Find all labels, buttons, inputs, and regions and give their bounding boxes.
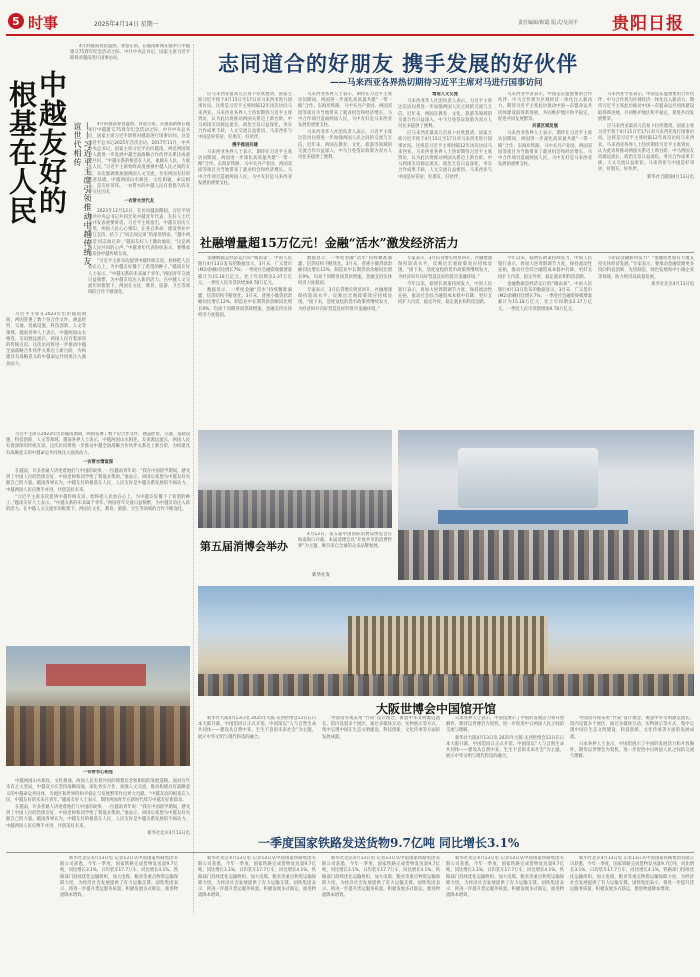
expo-photo-credit: 新华社发 [312,573,330,578]
osaka-col4: 中国馆外观采用“竹简”设计理念，寓意中华文明源远流长。馆内设置多个展区，通过多媒体互动、实物展示等方式，集中呈现中国在生态文明建设、科技创新、文化传承等方面的发展成就。 日本各界人士表示，中国馆展示了中国的发展活力和开放胸怀，期待以世博会为契机，进一步促进中日两国人民之间的交流与理解。 [570,716,694,760]
railway-col4: 新华社北京4月13日电 记者13日从中国国家铁路集团有限公司获悉，今年一季度，国家铁路完成货物发送量9.7亿吨，同比增长3.1%，日均装车17.7万车，同比增长4.1%。铁路部门持续优化运输组织，加大电煤、粮食等重点物资运输保障力度，为经济社会发展提供了有力运输支撑。国铁集团表示，将进一步提升货运服务质量，积极发展多式联运，推进物流降本增效。 [446,856,564,899]
page-number-badge [8,13,24,29]
malaysia-col5: 马来西亚学者表示，中国是东盟重要的合作伙伴，中马合作将为区域经济一体化注入新动力。期待习近平主席此访推动中国—东盟命运共同体建设取得新进展，共同维护地区和平稳定，促进共同发展繁荣。 应马来西亚最高元首易卜拉欣邀请，国家主席习近平将于4月15日至17日对马来西亚进行国事访问。这将是习近平主席时隔12年再次访问马来西亚。马来西亚各界人士热切期待习近平主席到访，认为此访将推动两国关系迈上新台阶。中马两国友谊源远流长，政治互信日益深化，务实合作成果丰硕，人文交流日益密切。马来西亚与中国是好邻居、好朋友、好伙伴。 新华社吉隆坡4月13日电 [598,92,694,180]
malaysia-col4: 马来西亚学者表示，中国是东盟重要的合作伙伴，中马合作将为区域经济一体化注入新动力。期待习近平主席此访推动中国—东盟命运共同体建设取得新进展，共同维护地区和平稳定，促进共同发展繁荣。 共谋区域发展 马来西亚各界人士表示，期待在习近平主席访问期间，两国进一步深化高质量共建“一带一路”合作。东海岸铁路、马中关丹产业园、两国双园等项目为当地带来了就业机会和经济增长。马中合作项目造福两国人民，马中友好是马来西亚发展的重要支柱。 [498,92,592,168]
finance-col4: 今年以来，稳增长政策持续发力，中国人民银行表示，将加大逆周期调节力度，保持流动性充裕，推动社会综合融资成本稳中有降，更好支持扩大内需、稳定外贸、稳定就业和科技创新。 金融数据是经济运行的“晴雨表”。中国人民银行4月13日发布的数据显示，3月末，广义货币(M2)余额同比增长7%；一季度社会融资规模增量累计为15.18万亿元，比上年同期多2.37万亿元。一季度人民币贷款增加9.78万亿元。 [498,256,592,312]
feature-col1: 4月的越南春意盎然。春意正浓，在越南新闻在越举行中越建交75周年纪念活动之际，中共中央总书记、国家主席习近平即将对越南进行国事访问，这是习近平总书记2025年首次出访。2017年11月，中共中央总书记、国家主席习近平访问越南，两党两国领导人就进一步发展中越全面战略合作伙伴关系达成重要共识。“中越关系的根基在人民，血脉在人民，力量在人民。”习近平主席始终高度重视中越人民之间的友谊，多次强调要加强两国人文交流，夯实两国友好的民意基础。中越两国山水相连，文化相通，命运相关，是友好邻邦。一衣带水的中越人民有着悠久的友好交往历史。 一衣带水世代友 2023年12月12日，在访问越南期间，习近平同越共中央总书记共同会见中越青年代表、友好人士代表并发表重要讲话。习近平主席指出，中越友谊历久弥坚，两国人民心心相印，在各自革命、建设事业中相互支持，结下了“同志加兄弟”的深厚情谊。“越中两国是‘同志加兄弟’。”越南友好人士激动地说。“这是两国人民共同的心声。”中越青年代表纷纷表示，要继承和发扬中越传统友谊。 “习近平主席多次提到中越传统友谊，始终把人民放在心上，为中越友好播下了希望的种子。”越南友好人士表示。“中越关系的未来属于青年。”两国青年交流日益频繁，为中越友谊注入新的活力。在中越人文交流年的框架下，两国在文化、教育、旅游、卫生等领域的合作不断深化。 [88,122,190,296]
feature-intro: 4月的越南春意盎然。春意正浓，在越南新闻在越举行中越建交75周年纪念活动之际，中共中央总书记、国家主席习近平即将对越南进行国事访问。 [70,44,190,62]
malaysia-sub1: 携手推进共建 [232,142,258,148]
osaka-title: 大阪世博会中国馆开馆 [376,702,497,716]
railway-col3: 新华社北京4月13日电 记者13日从中国国家铁路集团有限公司获悉，今年一季度，国家铁路完成货物发送量9.7亿吨，同比增长3.1%，日均装车17.7万车，同比增长4.1%。铁路部门持续优化运输组织，加大电煤、粮食等重点物资运输保障力度，为经济社会发展提供了有力运输支撑。国铁集团表示，将进一步提升货运服务质量，积极发展多式联运，推进物流降本增效。 [322,856,440,899]
section-name: 时事 [28,14,59,32]
railway-col2: 新华社北京4月13日电 记者13日从中国国家铁路集团有限公司获悉，今年一季度，国家铁路完成货物发送量9.7亿吨，同比增长3.1%，日均装车17.7万车，同比增长4.1%。铁路部门持续优化运输组织，加大电煤、粮食等重点物资运输保障力度，为经济社会发展提供了有力运输支撑。国铁集团表示，将进一步提升货运服务质量，积极发展多式联运，推进物流降本增效。 [198,856,316,899]
osaka-pavilion-shape [348,616,548,676]
malaysia-byline: 新华社吉隆坡4月13日电 [647,174,694,180]
feature-photo [6,646,190,766]
masthead: 贵阳日报 [612,14,684,34]
finance-title: 社融增量超15万亿元！金融“活水”激发经济活力 [200,236,459,250]
expo-crowd [398,530,694,580]
osaka-col1: 新华社大阪4月13日电 2025年大阪·关西世博会13日在日本大阪开幕，中国馆同日正式开馆。中国馆以“人与自然生命共同体——建设从自然中来、生生不息的未来社会”为主题，展示中华文明与现代科技的融合。 [198,716,316,740]
feature-col-bottom: 一衣带水心相连 中越两国山水相连，文化相通，两国人民有着共同的理想信念和相似的发展道路。面对百年未有之大变局，中越双方应坚持战略沟通，深化务实合作，加强人文交流，推动构建具有战略意义的中越命运共同体，为地区和世界的和平稳定与发展繁荣作出更大贡献。“中越友谊的根基在人民，中越友好的未来在青年。”越南友好人士表示，期待两国青年在新时代续写中越友好新篇章。 在越南，许多普通人讲述着他们与中国的故事。一位越南青年说：“我在中国留学期间，感受到了中国人民的热情友好，中国老师和同学给了我很多帮助。”他表示，回国后希望为中越友好贡献自己的力量。越南各界认为，中越友好的根基在人民，人民友好是中越关系发展的不竭动力。中越两国人民应携手并进，共创美好未来。 新华社北京4月13日电 [6,770,190,836]
malaysia-sub3: 共谋区域发展 [532,124,558,130]
page-header [0,0,700,46]
feature-section-head-2: 一衣带水情谊深 [82,459,114,465]
expo-booth-banner [438,510,628,524]
malaysia-col1: 应马来西亚最高元首易卜拉欣邀请，国家主席习近平将于4月15日至17日对马来西亚进行国事访问。这将是习近平主席时隔12年再次访问马来西亚。马来西亚各界人士热切期待习近平主席到访，认为此访将推动两国关系迈上新台阶。中马两国友谊源远流长，政治互信日益深化，务实合作成果丰硕，人文交流日益密切。马来西亚与中国是好邻居、好朋友、好伙伴。 携手推进共建 马来西亚各界人士表示，期待在习近平主席访问期间，两国进一步深化高质量共建“一带一路”合作。东海岸铁路、马中关丹产业园、两国双园等项目为当地带来了就业机会和经济增长。马中合作项目造福两国人民，马中友好是马来西亚发展的重要支柱。 [198,92,292,186]
editor-credits: 责任编辑/欧聪 版式/吴剑平 [518,20,578,26]
osaka-crowd [198,674,694,696]
issue-date: 2025年4月14日 星期一 [94,21,159,28]
finance-byline: 新华社北京4月13日电 [651,281,694,287]
osaka-col3: 日本各界人士表示，中国馆展示了中国的发展活力和开放胸怀，期待以世博会为契机，进一步促进中日两国人民之间的交流与理解。 新华社大阪4月13日电 2025年大阪·关西世博会13日在日本大阪开幕，中国馆同日正式开馆。中国馆以“人与自然生命共同体——建设从自然中来、生生不息的未来社会”为主题，展示中华文明与现代科技的融合。 [446,716,564,760]
feature-byline: 新华社北京4月13日电 [147,830,190,836]
feature-title-block [6,70,68,310]
feature-section-head-3: 一衣带水心相连 [82,770,114,775]
header-rule [6,34,694,36]
expo-booth-shape [458,448,598,508]
osaka-col2: 中国馆外观采用“竹简”设计理念，寓意中华文明源远流长。馆内设置多个展区，通过多媒体互动、实物展示等方式，集中呈现中国在生态文明建设、科技创新、文化传承等方面的发展成就。 [322,716,440,740]
malaysia-subtitle: ——马来西亚各界热切期待习近平主席对马进行国事访问 [330,78,543,88]
malaysia-col2: 马来西亚各界人士表示，期待在习近平主席访问期间，两国进一步深化高质量共建“一带一路”合作。东海岸铁路、马中关丹产业园、两国双园等项目为当地带来了就业机会和经济增长。马中合作项目造福两国人民，马中友好是马来西亚发展的重要支柱。 马来西亚华人社团负责人表示，习近平主席这次访问将进一步加强两国人民之间的交流与互信。近年来，两国在教育、文化、旅游等领域的交流合作日益深入，中马互免签证政策为双方人员往来提供了便利。 [298,92,392,161]
expo-photo-caption: 4月13日，第五届中国国际消费品博览会在海南海口开幕。本届消博会以“开放共享的消费世界”为主题，吸引来自全球的众多品牌参展。 [298,532,392,550]
railway-col5: 新华社北京4月13日电 记者13日从中国国家铁路集团有限公司获悉，今年一季度，国家铁路完成货物发送量9.7亿吨，同比增长3.1%，日均装车17.7万车，同比增长4.1%。铁路部门持续优化运输组织，加大电煤、粮食等重点物资运输保障力度，为经济社会发展提供了有力运输支撑。国铁集团表示，将进一步提升货运服务质量，积极发展多式联运，推进物流降本增效。 [570,856,694,893]
finance-rule [198,252,694,253]
malaysia-title: 志同道合的好朋友 携手发展的好伙伴 [218,51,579,76]
photo-banner [46,664,146,686]
expo-photo [398,430,694,580]
malaysia-sub2: 增进人文交流 [432,92,458,97]
finance-col2: 数据显示，一季度金融“活水”持续精准滴灌，信贷结构不断优化。3月末，普惠小微贷款余额同比增长12%，制造业中长期贷款余额同比增长9%，均高于同期各项贷款增速。金融支持实体经济力度稳固。 专家表示，3月信贷增长明显回升，社融增速保持较高水平，反映出宏观政策效应持续显现。“接下来，适度宽松的货币政策将继续发力，为经济回升向好营造良好的货币金融环境。” [298,256,392,312]
railway-col1: 新华社北京4月13日电 记者13日从中国国家铁路集团有限公司获悉，今年一季度，国家铁路完成货物发送量9.7亿吨，同比增长3.1%，日均装车17.7万车，同比增长4.1%。铁路部门持续优化运输组织，加大电煤、粮食等重点物资运输保障力度，为经济社会发展提供了有力运输支撑。国铁集团表示，将进一步提升货运服务质量，积极发展多式联运，推进物流降本增效。 [60,856,178,899]
photo-crowd [6,706,190,766]
expo-photo-title: 第五届消博会举办 [200,540,288,553]
finance-col5: 下阶段金融如何发力？“金融将更加有力地支持实体经济发展。”专家表示，要推动金融资源更多投向科技创新、先进制造、绿色发展和中小微企业等领域，助力经济高质量发展。 新华社北京4月13日电 [598,256,694,287]
feature-title-line2: 根基在人民 [5,80,38,225]
feature-col-wide: 习近平主席在2023年出访越南期间，两国签署了数十份合作文件，涵盖经贸、交通、基础设施、科技创新、人文等领域。越南各界人士表示，中越两国山水相连，友谊源远流长，两国人民有着深厚的传统友谊。这次访问将进一步推动中越全面战略合作伙伴关系迈上新台阶，为构建具有战略意义的中越命运共同体注入强劲动力。 一衣带水情谊深 在越南，许多普通人讲述着他们与中国的故事。一位越南青年说：“我在中国留学期间，感受到了中国人民的热情友好，中国老师和同学给了我很多帮助。”他表示，回国后希望为中越友好贡献自己的力量。越南各界认为，中越友好的根基在人民，人民友好是中越关系发展的不竭动力。中越两国人民应携手并进，共创美好未来。 “习近平主席多次提到中越传统友谊，始终把人民放在心上，为中越友好播下了希望的种子。”越南友好人士表示。“中越关系的未来属于青年。”两国青年交流日益频繁，为中越友谊注入新的活力。在中越人文交流年的框架下，两国在文化、教育、旅游、卫生等领域的合作不断深化。 [6,432,190,513]
finance-col3: 专家表示，3月信贷增长明显回升，社融增速保持较高水平，反映出宏观政策效应持续显现。“接下来，适度宽松的货币政策将继续发力，为经济回升向好营造良好的货币金融环境。” 今年以来，稳增长政策持续发力，中国人民银行表示，将加大逆周期调节力度，保持流动性充裕，推动社会综合融资成本稳中有降，更好支持扩大内需、稳定外贸、稳定就业和科技创新。 [398,256,492,306]
finance-col1: 金融数据是经济运行的“晴雨表”。中国人民银行4月13日发布的数据显示，3月末，广义货币(M2)余额同比增长7%；一季度社会融资规模增量累计为15.18万亿元，比上年同期多2.37万亿元。一季度人民币贷款增加9.78万亿元。 数据显示，一季度金融“活水”持续精准滴灌，信贷结构不断优化。3月末，普惠小微贷款余额同比增长12%，制造业中长期贷款余额同比增长9%，均高于同期各项贷款增速。金融支持实体经济力度稳固。 [198,256,292,318]
feature-title-line1: 中越友好的 [35,70,68,215]
expo-secondary-crowd [198,490,392,528]
column-divider-left [193,44,195,914]
page-number: 5 [12,14,20,28]
railway-title: 一季度国家铁路发送货物9.7亿吨 同比增长3.1% [258,836,520,850]
expo-secondary-photo [198,430,392,528]
railway-rule [6,852,694,853]
feature-section-head-1: 一衣带水世代友 [123,199,155,205]
feature-col-mid: 习近平主席在2023年出访越南期间，两国签署了数十份合作文件，涵盖经贸、交通、基础设施、科技创新、人文等领域。越南各界人士表示，中越两国山水相连，友谊源远流长，两国人民有着深厚的传统友谊。这次访问将进一步推动中越全面战略合作伙伴关系迈上新台阶，为构建具有战略意义的中越命运共同体注入强劲动力。 [6,312,86,367]
malaysia-col3: 增进人文交流 马来西亚华人社团负责人表示，习近平主席这次访问将进一步加强两国人民之间的交流与互信。近年来，两国在教育、文化、旅游等领域的交流合作日益深入，中马互免签证政策为双方人员往来提供了便利。 应马来西亚最高元首易卜拉欣邀请，国家主席习近平将于4月15日至17日对马来西亚进行国事访问。这将是习近平主席时隔12年再次访问马来西亚。马来西亚各界人士热切期待习近平主席到访，认为此访将推动两国关系迈上新台阶。中马两国友谊源远流长，政治互信日益深化，务实合作成果丰硕，人文交流日益密切。马来西亚与中国是好邻居、好朋友、好伙伴。 [398,92,492,180]
feature-subtitle: ——习近平主席引领推动中越传统友谊世代相传 [73,122,92,266]
osaka-photo [198,586,694,696]
